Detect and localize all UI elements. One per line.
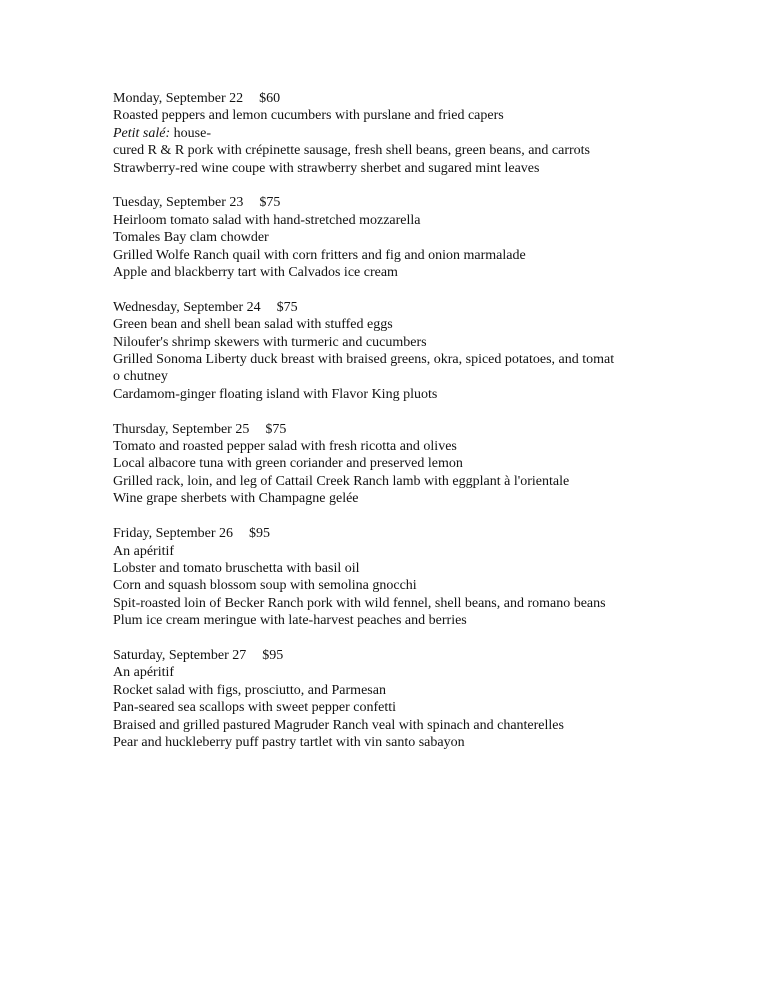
menu-item: Corn and squash blossom soup with semolina gnocchi: [113, 578, 417, 594]
menu-item: Local albacore tuna with green coriander and preserved lemon: [113, 456, 463, 472]
menu-item: Plum ice cream meringue with late-harvest peaches and berries: [113, 613, 467, 629]
menu-item: Grilled rack, loin, and leg of Cattail Creek Ranch lamb with eggplant à l'orientale: [113, 473, 570, 489]
menu-item: Niloufer's shrimp skewers with turmeric and cucumbers: [113, 334, 427, 350]
menu-item: Roasted peppers and lemon cucumbers with purslane and fried capers: [113, 108, 504, 124]
menu-item-text: house-: [170, 125, 211, 141]
menu-item-italic-label: Petit salé:: [113, 125, 171, 141]
day-heading: [113, 194, 673, 211]
day-monday: [113, 90, 673, 177]
day-date: Friday, September 26: [113, 526, 234, 542]
menu-item: Strawberry-red wine coupe with strawberry sherbet and sugared mint leaves: [113, 160, 540, 176]
day-heading: [113, 90, 673, 107]
menu-item: An apéritif: [113, 543, 175, 559]
menu-item: Pear and huckleberry puff pastry tartlet with vin santo sabayon: [113, 734, 465, 750]
day-friday: [113, 525, 673, 629]
menu-item: Tomales Bay clam chowder: [113, 230, 269, 246]
day-saturday: [113, 647, 673, 751]
day-date: Tuesday, September 23: [113, 195, 244, 211]
menu-page: [113, 90, 673, 769]
menu-item: Tomato and roasted pepper salad with fresh ricotta and olives: [113, 439, 457, 455]
menu-item: Wine grape sherbets with Champagne gelée: [113, 491, 359, 507]
menu-item: Braised and grilled pastured Magruder Ranch veal with spinach and chanterelles: [113, 717, 564, 733]
menu-item: Grilled Sonoma Liberty duck breast with braised greens, okra, spiced potatoes, and tomat: [113, 352, 615, 368]
menu-item: Lobster and tomato bruschetta with basil oil: [113, 560, 360, 576]
menu-item: o chutney: [113, 369, 168, 385]
menu-item: Pan-seared sea scallops with sweet pepper confetti: [113, 700, 397, 716]
menu-item: An apéritif: [113, 665, 175, 681]
day-price: $75: [259, 195, 281, 211]
menu-item: Heirloom tomato salad with hand-stretched mozzarella: [113, 212, 421, 228]
day-date: Wednesday, September 24: [113, 299, 261, 315]
menu-item: cured R & R pork with crépinette sausage, fresh shell beans, green beans, and carrots: [113, 143, 591, 159]
day-heading: [113, 647, 673, 664]
day-price: $60: [259, 91, 281, 106]
menu-item: Apple and blackberry tart with Calvados ice cream: [113, 265, 398, 281]
day-date: Thursday, September 25: [113, 421, 250, 437]
menu-item: Spit-roasted loin of Becker Ranch pork with wild fennel, shell beans, and romano beans: [113, 595, 606, 611]
menu-item: Grilled Wolfe Ranch quail with corn fritters and fig and onion marmalade: [113, 247, 526, 263]
day-price: $95: [262, 647, 284, 663]
day-thursday: [113, 421, 673, 508]
day-price: $95: [249, 526, 271, 542]
day-tuesday: [113, 194, 673, 281]
menu-item: Cardamom-ginger floating island with Flavor King pluots: [113, 386, 438, 402]
menu-item: Rocket salad with figs, prosciutto, and Parmesan: [113, 682, 386, 698]
menu-item: Green bean and shell bean salad with stuffed eggs: [113, 317, 393, 333]
menu-item: [113, 125, 673, 142]
day-wednesday: [113, 299, 673, 403]
day-price: $75: [276, 299, 298, 315]
day-heading: [113, 299, 673, 316]
day-date: Monday, September 22: [113, 91, 244, 106]
day-date: Saturday, September 27: [113, 647, 247, 663]
day-heading: [113, 525, 673, 542]
day-heading: [113, 421, 673, 438]
day-price: $75: [265, 421, 287, 437]
